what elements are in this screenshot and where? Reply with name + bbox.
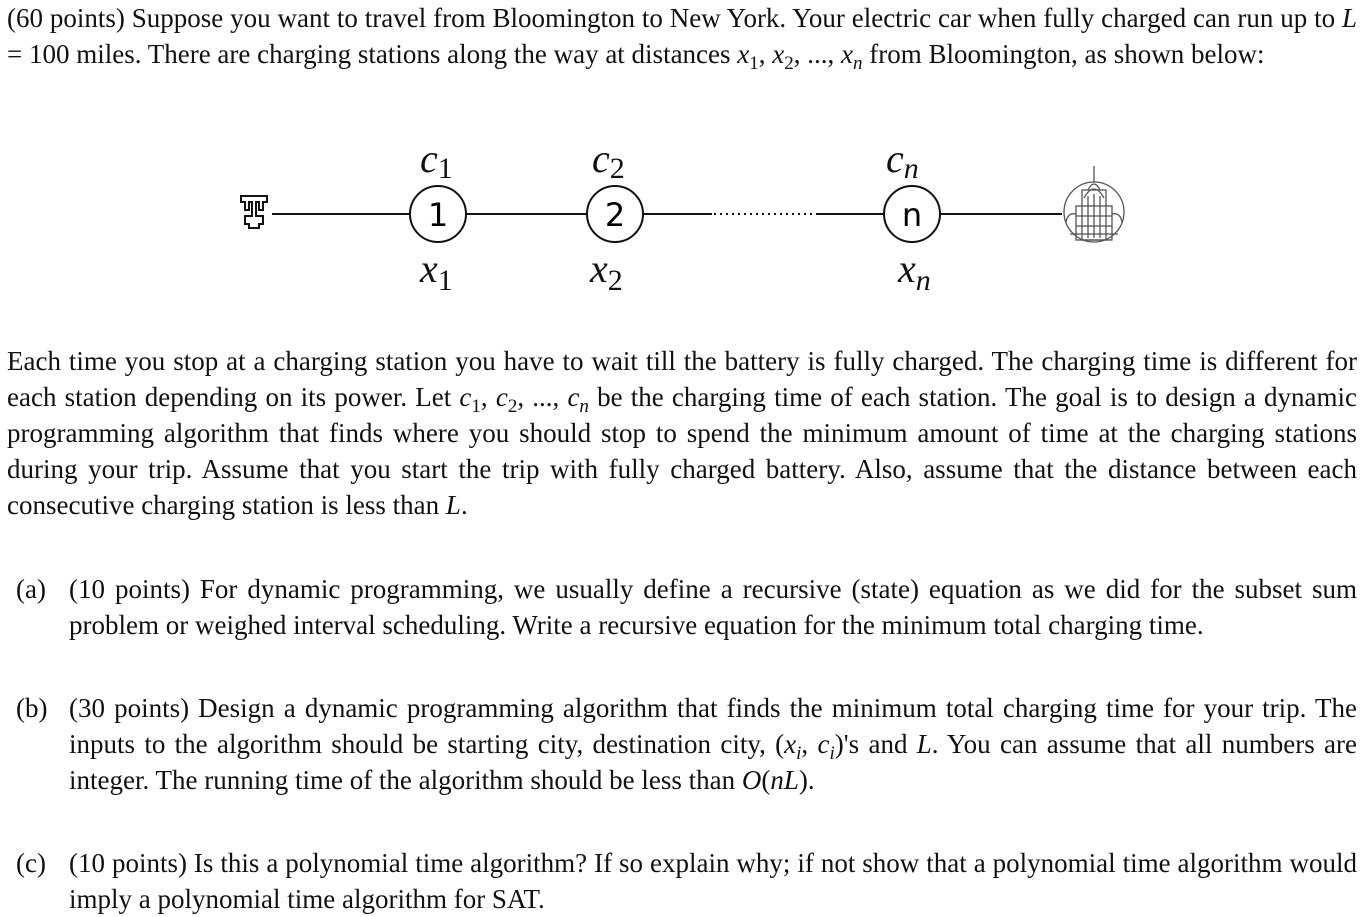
label-xn: $x_n$ [898,246,931,297]
label-c2: c2 [592,136,625,185]
label-c1: c1 [420,136,453,185]
station-node-2 [587,186,643,242]
route-diagram [0,130,1370,320]
part-b-label: (b) [16,693,48,723]
question-part-a [16,571,1357,643]
question-part-c [16,845,1357,917]
station-node-1 [410,186,466,242]
svg-text:1: 1 [427,196,449,234]
intro-paragraph: (60 points) Suppose you want to travel from Bloomington to New York. Your electric car when fully charged can run up to L = 100 miles. There are charging stations along the way at distances $x_1$, $x_2$, ..., $x_n$ from Bloomington, as shown below: [7,3,1357,74]
part-c-label: (c) [16,848,46,878]
question-part-b [16,690,1357,798]
svg-text:n: n [901,196,923,234]
part-a-text: (10 points) For dynamic programming, we usually define a recursive (state) equation as we did for the subset sum problem or weighed interval scheduling. Write a recursive equation for the minimum total charging time. [69,574,1357,640]
charging-time-labels [420,136,919,185]
part-c-text: (10 points) Is this a polynomial time algorithm? If so explain why; if not show that a polynomial time algorithm would imply a polynomial time algorithm for SAT. [69,848,1357,914]
part-b-text: (30 points) Design a dynamic programming algorithm that finds the minimum total charging time for your trip. The inputs to the algorithm should be starting city, destination city, ($x_i$, $c_i)'s$ and L. You can assume that all numbers are integer. The running time of the algorithm should be less than O(nL). [69,693,1357,795]
label-x2: $x_2$ [590,246,623,297]
svg-text:2: 2 [604,196,626,234]
part-a-label: (a) [16,574,46,604]
indiana-university-logo-icon [241,196,267,228]
distance-labels [419,246,931,297]
problem-description: Each time you stop at a charging station you have to wait till the battery is fully charged. The charging time is different for each station depending on its power. Let $c_1$, $c_2$, ..., $c_n$ be the charging time of each station. The goal is to design a dynamic programming algorithm that finds where you should stop to spend the minimum amount of time at the charging stations during your trip. Assume that you start the trip with fully charged battery. Also, assume that the distance between each consecutive charging station is less than L. [7,346,1358,520]
label-cn: cn [886,136,919,185]
station-node-n [884,186,940,242]
label-x1: $x_1$ [420,246,453,297]
new-york-building-icon [1064,166,1124,242]
